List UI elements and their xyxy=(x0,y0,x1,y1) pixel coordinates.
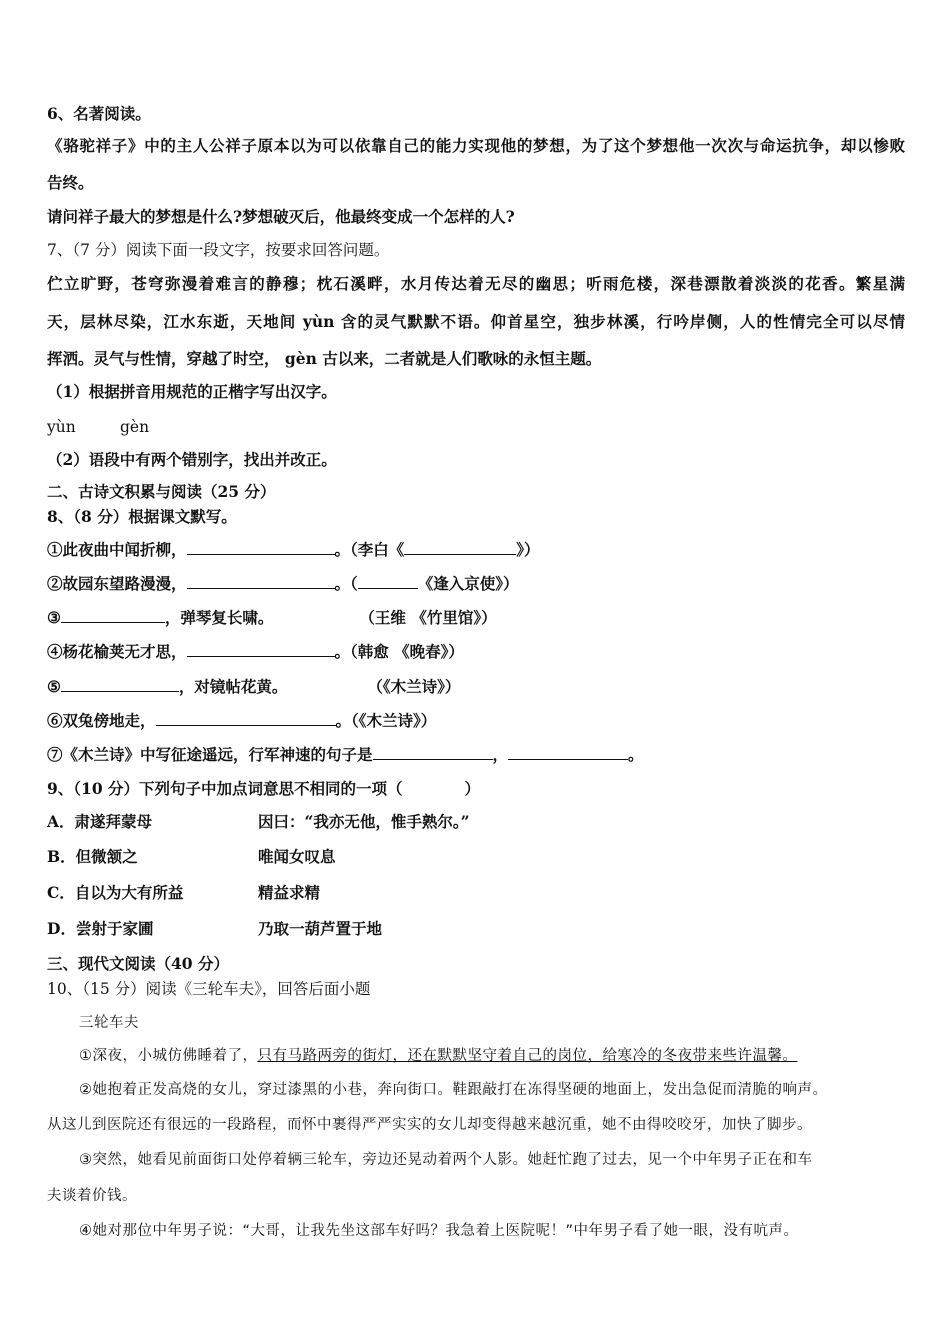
q9-title xyxy=(47,779,480,799)
option-right: 乃取一葫芦置于地 xyxy=(258,919,383,938)
q8-item-5-source: （《木兰诗》） xyxy=(367,677,461,696)
story-paragraph-1 xyxy=(79,1046,798,1066)
option-label: D． xyxy=(47,919,76,938)
q8-item-1 xyxy=(47,540,540,560)
q9-option-c[interactable] xyxy=(47,883,321,903)
q8-item-1-text: ①此夜曲中闻折柳， xyxy=(47,540,187,559)
q8-item-5 xyxy=(47,677,460,697)
answer-blank[interactable] xyxy=(187,642,335,657)
q7-sub2: （2）语段中有两个错别字，找出并改正。 xyxy=(47,450,337,469)
story-paragraph-4: ④她对那位中年男子说：“大哥，让我先坐这部车好吗？我急着上医院呢！”中年男子看了她一眼，没有吭声。 xyxy=(79,1223,799,1239)
q8-item-2-source: 。（ xyxy=(334,574,358,593)
q8-item-5-num: ⑤ xyxy=(47,677,61,696)
story-p1-text: ①深夜，小城仿佛睡着了， xyxy=(79,1048,258,1064)
option-left: 但微颔之 xyxy=(75,847,138,866)
q9-title-end: ） xyxy=(464,779,481,798)
q8-item-7 xyxy=(47,745,644,765)
option-right: 因曰：“我亦无他，惟手熟尔。” xyxy=(258,812,470,831)
story-paragraph-2-line2: 从这儿到医院还有很远的一段路程，而怀中裹得严严实实的女儿却变得越来越沉重，她不由得咬咬牙，加快了脚步。 xyxy=(47,1117,812,1133)
option-label: A． xyxy=(47,812,75,831)
q8-item-3 xyxy=(47,608,497,628)
q6-paragraph-line2: 告终。 xyxy=(47,173,94,192)
option-right: 唯闻女叹息 xyxy=(258,847,336,866)
answer-blank[interactable] xyxy=(61,608,165,623)
q8-item-2 xyxy=(47,574,519,594)
q8-item-5-text: ，对镜帖花黄。 xyxy=(178,677,288,696)
q8-item-3-source: （王维 《竹里馆》） xyxy=(359,608,497,627)
answer-blank[interactable] xyxy=(187,540,335,555)
story-paragraph-3-line2: 夫谈着价钱。 xyxy=(47,1188,137,1204)
answer-blank[interactable] xyxy=(156,711,336,726)
option-left: 尝射于家圃 xyxy=(75,919,154,938)
q8-item-7-comma: ， xyxy=(492,745,509,764)
story-title: 三轮车夫 xyxy=(79,1015,139,1031)
q9-option-d[interactable] xyxy=(47,919,383,939)
q8-item-4 xyxy=(47,642,464,662)
option-right: 精益求精 xyxy=(258,883,321,902)
q8-item-6-source: 。（《木兰诗》） xyxy=(335,711,437,730)
answer-blank[interactable] xyxy=(61,677,179,692)
q9-title-text: 9、（10 分）下列句子中加点词意思不相同的一项（ xyxy=(47,779,403,798)
q8-item-3-num: ③ xyxy=(47,608,61,627)
answer-blank[interactable] xyxy=(358,574,418,589)
q7-title: 7、（7 分）阅读下面一段文字，按要求回答问题。 xyxy=(47,241,390,259)
q6-question: 请问祥子最大的梦想是什么?梦想破灭后，他最终变成一个怎样的人? xyxy=(47,207,515,226)
q8-item-7-text: ⑦《木兰诗》中写征途遥远，行军神速的句子是 xyxy=(47,745,373,764)
q7-sub1: （1）根据拼音用规范的正楷字写出汉字。 xyxy=(47,382,337,401)
q9-option-a[interactable] xyxy=(47,812,470,832)
answer-blank[interactable] xyxy=(373,745,493,760)
option-left: 肃遂拜蒙母 xyxy=(74,812,153,831)
q8-item-1-source: 。（李白《 xyxy=(334,540,405,559)
story-paragraph-2-line1: ②她抱着正发高烧的女儿，穿过漆黑的小巷，奔向街口。鞋跟敲打在冻得坚硬的地面上，发出急促而清脆的响声。 xyxy=(79,1082,828,1098)
option-left: 自以为大有所益 xyxy=(74,883,184,902)
answer-blank[interactable] xyxy=(187,574,335,589)
q8-item-3-text: ，弹琴复长啸。 xyxy=(164,608,274,627)
q7-passage-line1: 伫立旷野，苍穹弥漫着难言的静穆；枕石溪畔，水月传达着无尽的幽思；听雨危楼，深巷漂散着淡淡的花香。繁星满 xyxy=(47,274,905,293)
q9-option-b[interactable] xyxy=(47,847,336,867)
q8-item-7-end: 。 xyxy=(628,745,644,764)
q8-item-1-source-end: 》） xyxy=(516,540,540,559)
section3-title: 三、现代文阅读（40 分） xyxy=(47,954,229,973)
option-label: C． xyxy=(47,883,75,902)
answer-blank[interactable] xyxy=(404,540,516,555)
q8-item-4-source: 。（韩愈 《晚春》） xyxy=(334,642,464,661)
q7-pinyin-yun: yùn xyxy=(47,418,76,436)
q7-passage-line2: 天，层林尽染，江水东逝，天地间 yùn 含的灵气默默不语。仰首星空，独步林溪，行吟岸侧，人的性情完全可以尽情 xyxy=(47,312,905,331)
q8-item-6 xyxy=(47,711,436,731)
q8-item-2-source-end: 《逢入京使》） xyxy=(417,574,519,593)
q6-title: 6、名著阅读。 xyxy=(47,104,151,123)
story-paragraph-3-line1: ③突然，她看见前面街口处停着辆三轮车，旁边还晃动着两个人影。她赶忙跑了过去，见一个中年男子正在和车 xyxy=(79,1152,813,1168)
section2-title: 二、古诗文积累与阅读（25 分） xyxy=(47,482,276,501)
q7-passage-line3: 挥洒。灵气与性情，穿越了时空， gèn 古以来，二者就是人们歌咏的永恒主题。 xyxy=(47,349,602,368)
q8-item-4-text: ④杨花榆荚无才思， xyxy=(47,642,187,661)
story-p1-underlined: 只有马路两旁的街灯，还在默默坚守着自己的岗位，给寒冷的冬夜带来些许温馨。 xyxy=(257,1048,798,1064)
q7-pinyin-gen: gèn xyxy=(120,418,150,436)
answer-blank[interactable] xyxy=(508,745,628,760)
q8-item-6-text: ⑥双兔傍地走， xyxy=(47,711,156,730)
option-label: B． xyxy=(47,847,76,866)
q10-title: 10、（15 分）阅读《三轮车夫》，回答后面小题 xyxy=(47,980,371,998)
q8-title: 8、（8 分）根据课文默写。 xyxy=(47,507,237,526)
q8-item-2-text: ②故园东望路漫漫， xyxy=(47,574,187,593)
q6-paragraph-line1: 《骆驼祥子》中的主人公祥子原本以为可以依靠自己的能力实现他的梦想，为了这个梦想他一次次与命运抗争，却以惨败 xyxy=(47,136,905,155)
